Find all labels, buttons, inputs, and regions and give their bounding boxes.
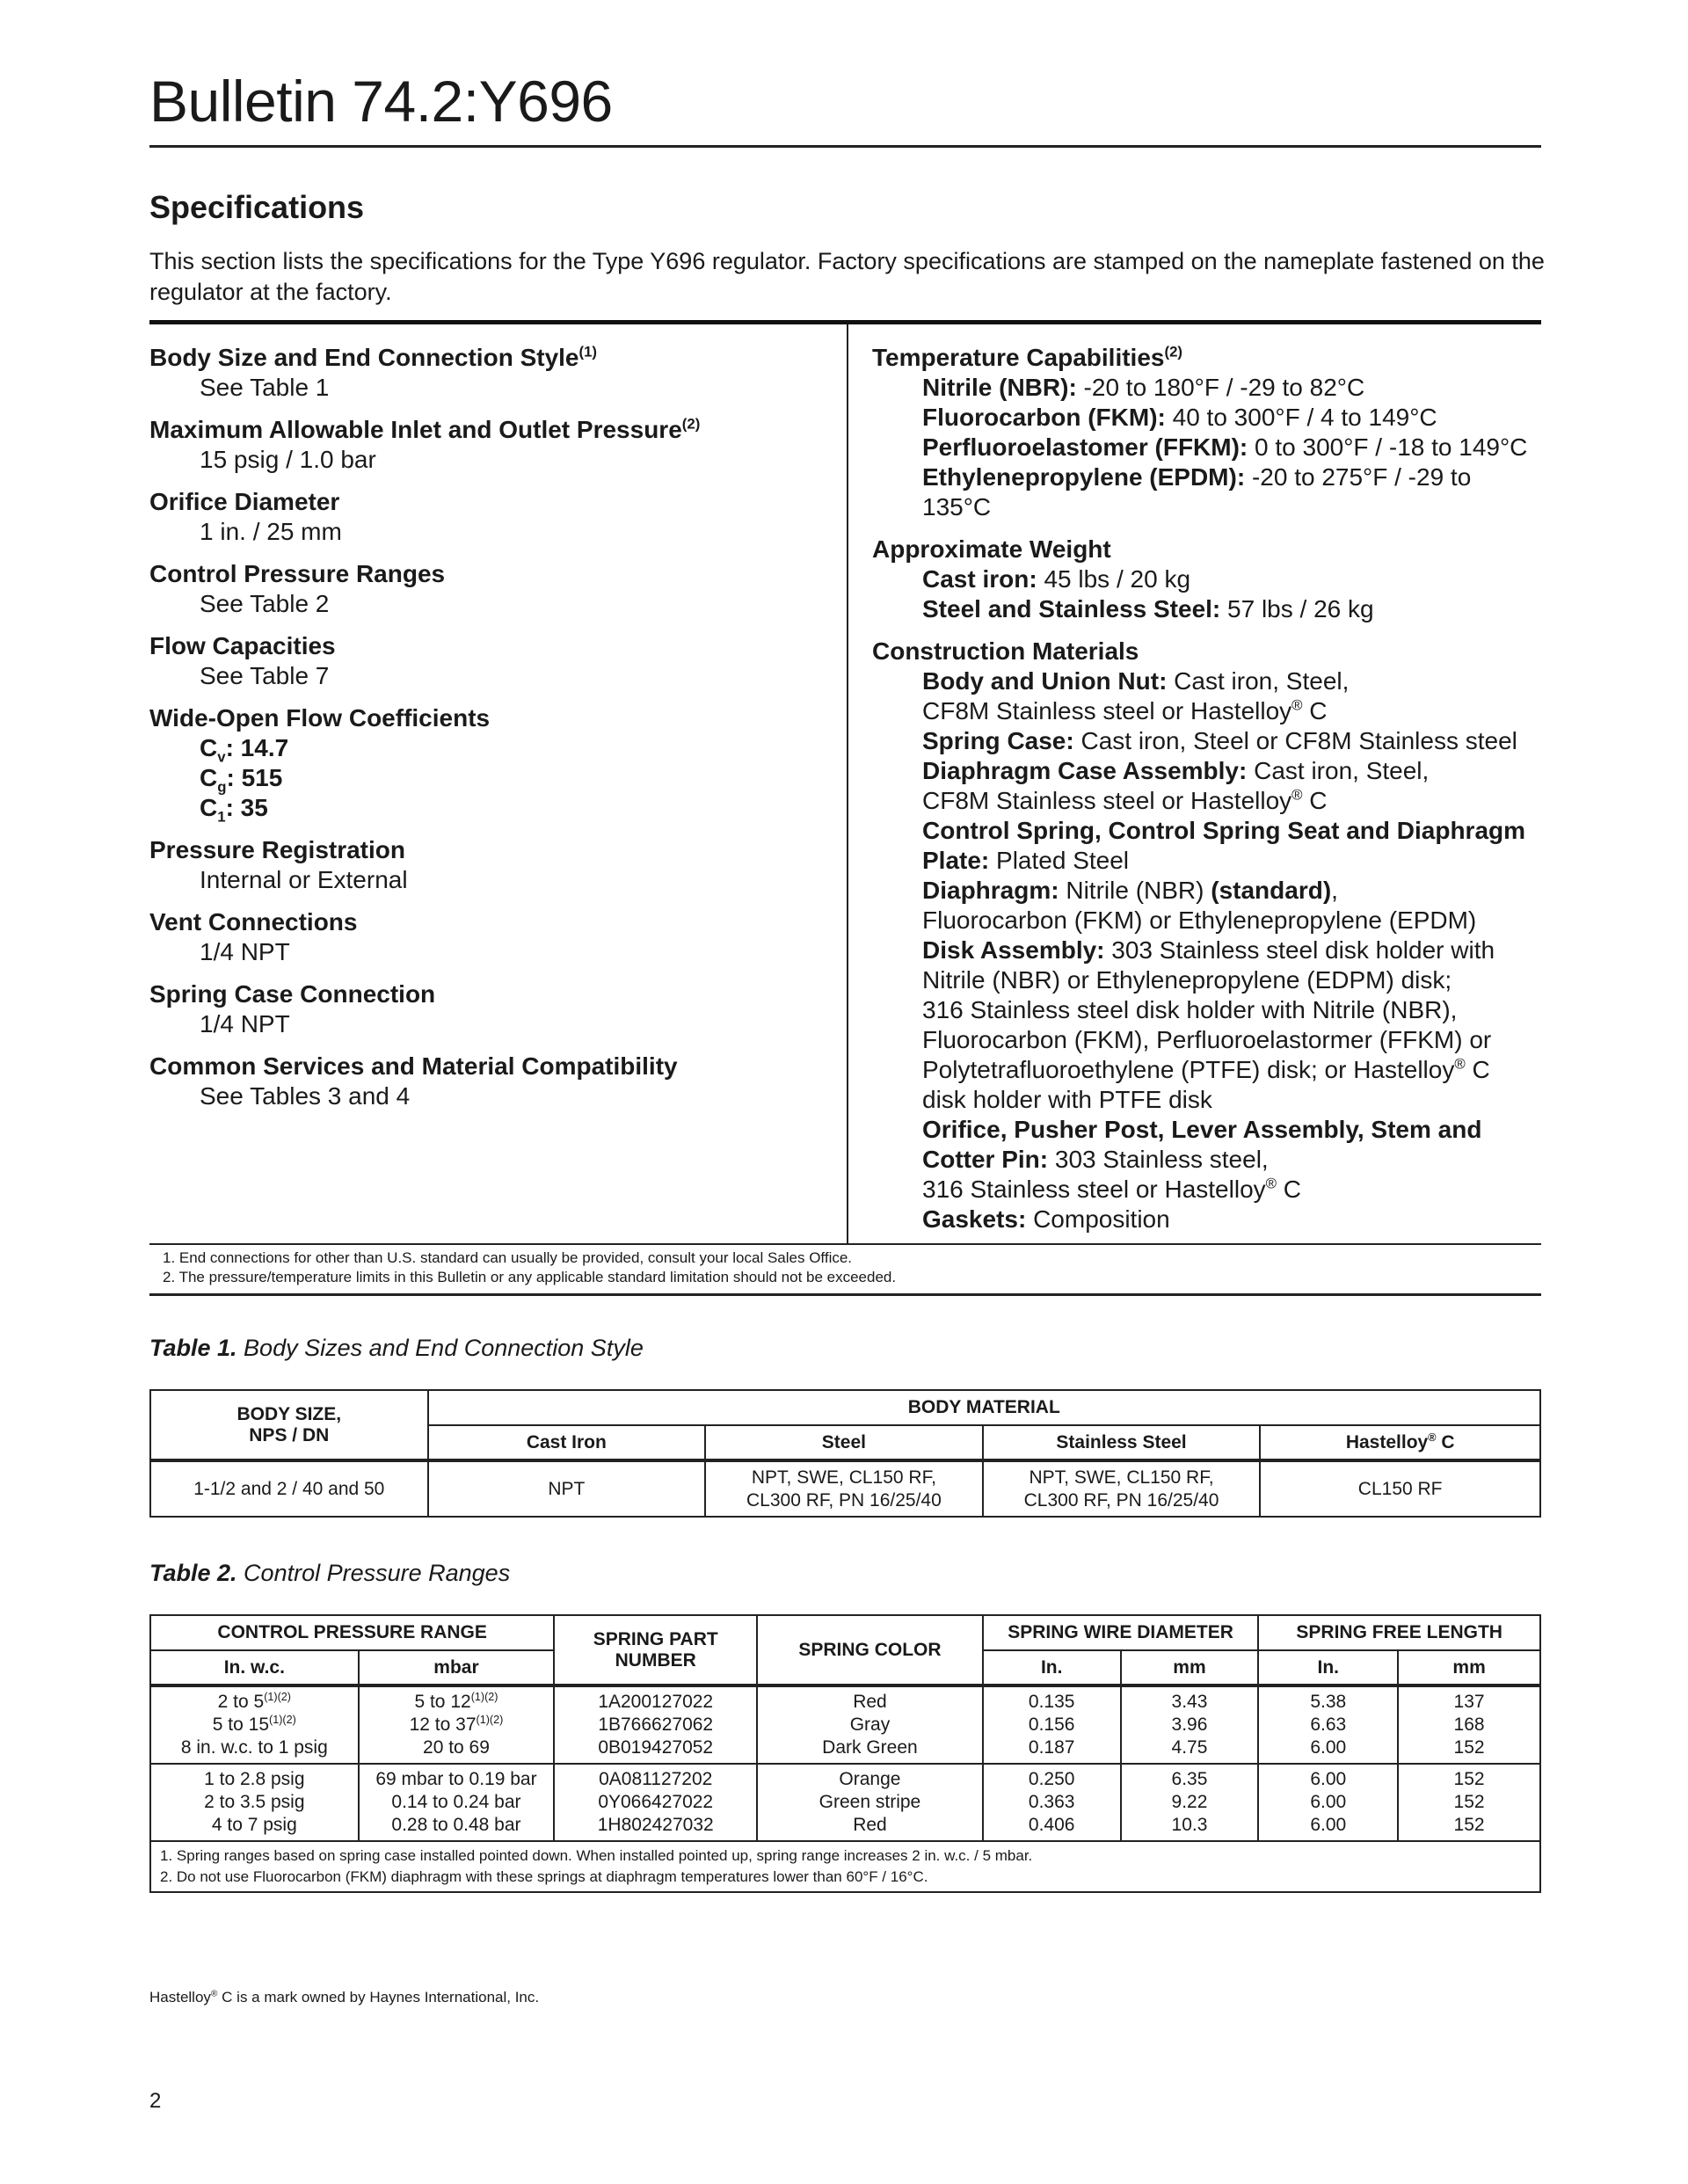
spec-heading-control-pressure: Control Pressure Ranges [149, 560, 446, 587]
header-inwc: In. w.c. [150, 1650, 359, 1685]
spec-heading-spring-case: Spring Case Connection [149, 980, 436, 1008]
header-body-material: BODY MATERIAL [428, 1390, 1540, 1425]
spec-left-column [149, 343, 835, 1124]
spec-heading-flow-coefficients: Wide-Open Flow Coefficients [149, 704, 491, 732]
temp-fluorocarbon: Fluorocarbon (FKM): 40 to 300°F / 4 to 149°C [922, 404, 1437, 431]
section-heading: Specifications [149, 189, 365, 225]
body-sizes-table [149, 1389, 1541, 1518]
coefficient-c1: $C_1$: 35 [200, 794, 268, 826]
header-part-number: SPRING PART NUMBER [554, 1615, 757, 1685]
footnote-ref: (2) [681, 415, 701, 433]
table2-notes [150, 1841, 1540, 1892]
cell-spring-color: Red Gray Dark Green [757, 1685, 983, 1764]
header-steel: Steel [705, 1425, 983, 1460]
header-cast-iron: Cast Iron [428, 1425, 706, 1460]
trademark-notice: Hastelloy® C is a mark owned by Haynes International, Inc. [149, 1989, 540, 2006]
spec-vent-connections [149, 907, 835, 967]
table-row-group-2 [150, 1764, 1540, 1841]
spec-heading-common-services: Common Services and Material Compatibility [149, 1052, 678, 1080]
spec-value: See Table 1 [200, 374, 330, 401]
spec-value: See Table 7 [200, 662, 330, 689]
weight-steel: Steel and Stainless Steel: 57 lbs / 26 kg [922, 595, 1374, 622]
notes-bottom-rule [149, 1293, 1541, 1296]
header-mbar: mbar [359, 1650, 555, 1685]
cell-cast-iron: NPT [428, 1460, 706, 1517]
spec-flow-coefficients [149, 703, 835, 826]
spec-temperature [872, 343, 1540, 522]
spec-control-pressure [149, 559, 835, 619]
cell-steel: NPT, SWE, CL150 RF, CL300 RF, PN 16/25/40 [705, 1460, 983, 1517]
material-diaphragm-case: Diaphragm Case Assembly: Cast iron, Steel, CF8M Stainless steel or Hastelloy® C [922, 757, 1430, 814]
cell-free-mm: 152 152 152 [1398, 1764, 1540, 1841]
cell-mbar: 5 to $12^{(1)(2)}$ 12 to $37^{(1)(2)}$ 20 to 69 [359, 1685, 555, 1764]
table2-caption: Table 2. Control Pressure Ranges [149, 1560, 511, 1586]
cell-wire-mm: 3.43 3.96 4.75 [1121, 1685, 1259, 1764]
page-number: 2 [149, 2089, 162, 2113]
header-body-size: BODY SIZE, NPS / DN [150, 1390, 428, 1460]
temp-perfluoroelastomer: Perfluoroelastomer (FFKM): 0 to 300°F / -18 to 149°C [922, 433, 1528, 461]
spec-common-services [149, 1052, 835, 1111]
table2-note-2: 2. Do not use Fluorocarbon (FKM) diaphragm with these springs at diaphragm temperatures lower than 60°F / 16°C. [160, 1868, 928, 1885]
cell-wire-in: 0.250 0.363 0.406 [983, 1764, 1121, 1841]
spec-value: 1 in. / 25 mm [200, 518, 342, 545]
header-free-length: SPRING FREE LENGTH [1258, 1615, 1540, 1650]
spec-value: Internal or External [200, 866, 408, 893]
spec-value: See Table 2 [200, 590, 330, 617]
spec-value: 15 psig / 1.0 bar [200, 446, 376, 473]
bulletin-title: Bulletin 74.2:Y696 [149, 69, 613, 134]
header-control-range: CONTROL PRESSURE RANGE [150, 1615, 554, 1650]
footnote-1: 1. End connections for other than U.S. standard can usually be provided, consult your local Sales Office. [163, 1249, 853, 1266]
cell-part-number: 1A200127022 1B766627062 0B019427052 [554, 1685, 757, 1764]
weight-cast-iron: Cast iron: 45 lbs / 20 kg [922, 565, 1191, 593]
cell-stainless-steel: NPT, SWE, CL150 RF, CL300 RF, PN 16/25/40 [983, 1460, 1261, 1517]
table-row [150, 1460, 1540, 1517]
cell-spring-color: Orange Green stripe Red [757, 1764, 983, 1841]
cell-free-in: 5.38 6.63 6.00 [1258, 1685, 1398, 1764]
control-pressure-table [149, 1614, 1541, 1893]
spec-value: See Tables 3 and 4 [200, 1082, 411, 1110]
spec-heading-construction: Construction Materials [872, 637, 1139, 665]
cell-wire-in: 0.135 0.156 0.187 [983, 1685, 1121, 1764]
cell-free-in: 6.00 6.00 6.00 [1258, 1764, 1398, 1841]
title-rule [149, 145, 1541, 148]
spec-heading-max-pressure: Maximum Allowable Inlet and Outlet Pressure [149, 416, 682, 443]
spec-top-rule [149, 320, 1541, 324]
spec-heading-body-size: Body Size and End Connection Style [149, 344, 579, 371]
cell-free-mm: 137 168 152 [1398, 1685, 1540, 1764]
spec-construction [872, 637, 1540, 1234]
spec-heading-weight: Approximate Weight [872, 535, 1111, 563]
spec-value: 1/4 NPT [200, 1010, 290, 1037]
temp-ethylenepropylene: Ethylenepropylene (EPDM): -20 to 275°F / -29 to 135°C [922, 463, 1472, 521]
intro-paragraph: This section lists the specifications for the Type Y696 regulator. Factory specifications are stamped on the nameplate fastened on the regulator at the factory. [149, 248, 1545, 305]
footnote-ref: (1) [578, 343, 598, 360]
material-orifice: Orifice, Pusher Post, Lever Assembly, Stem and Cotter Pin: 303 Stainless steel, 316 Stainless steel or Hastelloy® C [922, 1116, 1482, 1203]
header-wire-in: In. [983, 1650, 1121, 1685]
spec-orifice [149, 487, 835, 547]
spec-bottom-rule [149, 1243, 1541, 1245]
spec-column-divider [847, 324, 848, 1244]
table2-note-1: 1. Spring ranges based on spring case installed pointed down. When installed pointed up, spring range increases 2 in. w.c. / 5 mbar. [160, 1847, 1033, 1864]
header-free-mm: mm [1398, 1650, 1540, 1685]
table2-notes-row [150, 1841, 1540, 1892]
cell-inwc: 1 to 2.8 psig 2 to 3.5 psig 4 to 7 psig [150, 1764, 359, 1841]
spec-spring-case [149, 979, 835, 1039]
spec-heading-pressure-registration: Pressure Registration [149, 836, 405, 863]
spec-pressure-registration [149, 835, 835, 895]
spec-weight [872, 535, 1540, 624]
cell-mbar: 69 mbar to 0.19 bar 0.14 to 0.24 bar 0.28 to 0.48 bar [359, 1764, 555, 1841]
material-gaskets: Gaskets: Composition [922, 1205, 1170, 1233]
header-spring-color: SPRING COLOR [757, 1615, 983, 1685]
spec-max-pressure [149, 415, 835, 475]
cell-body-size: 1-1/2 and 2 / 40 and 50 [150, 1460, 428, 1517]
header-hastelloy: Hastelloy® C [1260, 1425, 1540, 1460]
table-row-group-1 [150, 1685, 1540, 1764]
material-control-spring: Control Spring, Control Spring Seat and Diaphragm Plate: Plated Steel [922, 817, 1526, 874]
table1-caption: Table 1. Body Sizes and End Connection Style [149, 1335, 644, 1361]
material-body: Body and Union Nut: Cast iron, Steel, CF8M Stainless steel or Hastelloy® C [922, 667, 1350, 724]
spec-right-column [872, 343, 1540, 1247]
spec-footnotes [163, 1249, 896, 1287]
header-wire-mm: mm [1121, 1650, 1259, 1685]
header-stainless-steel: Stainless Steel [983, 1425, 1261, 1460]
cell-wire-mm: 6.35 9.22 10.3 [1121, 1764, 1259, 1841]
material-spring-case: Spring Case: Cast iron, Steel or CF8M Stainless steel [922, 727, 1517, 754]
spec-flow-capacities [149, 631, 835, 691]
spec-body-size [149, 343, 835, 403]
coefficient-cv: $C_v$: 14.7 [200, 734, 289, 766]
coefficient-cg: $C_g$: 515 [200, 764, 283, 796]
spec-heading-vent-connections: Vent Connections [149, 908, 358, 935]
cell-hastelloy: CL150 RF [1260, 1460, 1540, 1517]
spec-heading-flow-capacities: Flow Capacities [149, 632, 336, 659]
cell-inwc: 2 to $5^{(1)(2)}$ 5 to $15^{(1)(2)}$ 8 in. w.c. to 1 psig [150, 1685, 359, 1764]
material-disk-assembly: Disk Assembly: 303 Stainless steel disk holder with Nitrile (NBR) or Ethylenepropylene (EDPM) disk; 316 Stainless steel disk holder with Nitrile (NBR), Fluorocarbon (FKM), Perfluoroelastormer (FFKM) or Polytetrafluoroethylene (PTFE) disk; or Hastelloy® C disk holder with PTFE disk [922, 936, 1495, 1113]
footnote-2: 2. The pressure/temperature limits in this Bulletin or any applicable standard limitation should not be exceeded. [163, 1269, 897, 1285]
header-free-in: In. [1258, 1650, 1398, 1685]
cell-part-number: 0A081127202 0Y066427022 1H802427032 [554, 1764, 757, 1841]
material-diaphragm: Diaphragm: Nitrile (NBR) (standard), Fluorocarbon (FKM) or Ethylenepropylene (EPDM) [922, 877, 1477, 934]
footnote-ref: (2) [1164, 343, 1182, 360]
spec-heading-temperature: Temperature Capabilities [872, 344, 1165, 371]
header-wire-diameter: SPRING WIRE DIAMETER [983, 1615, 1259, 1650]
temp-nitrile: Nitrile (NBR): -20 to 180°F / -29 to 82°C [922, 374, 1365, 401]
spec-value: 1/4 NPT [200, 938, 290, 965]
spec-heading-orifice: Orifice Diameter [149, 488, 340, 515]
